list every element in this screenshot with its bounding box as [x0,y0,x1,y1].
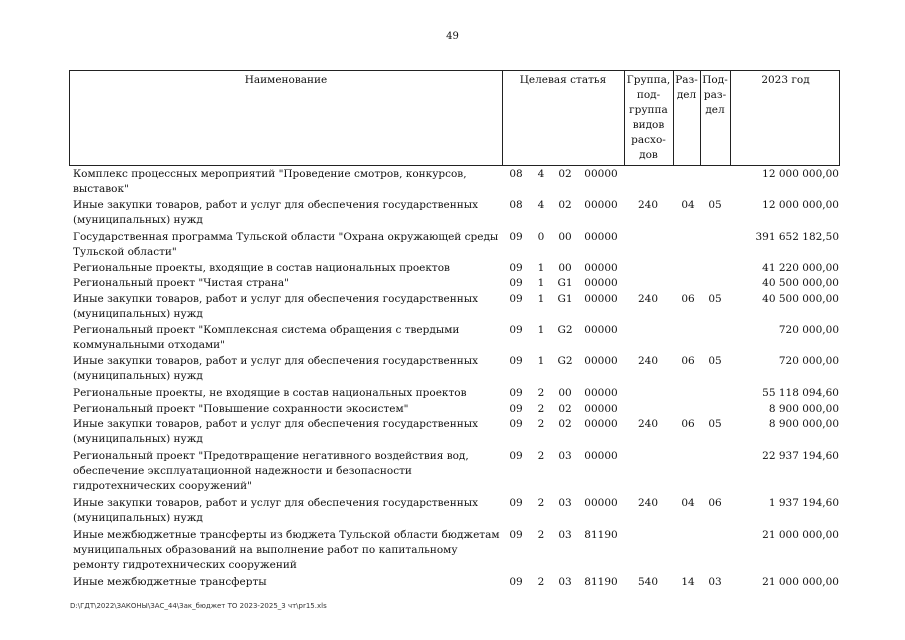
target-direction: 81190 [584,576,618,588]
subsection-code: 05 [708,293,722,305]
header-year: 2023 год [761,74,810,86]
section-code: 14 [681,576,695,588]
target-program: 09 [509,262,523,274]
target-project: 02 [558,418,572,430]
target-program: 09 [509,293,523,305]
header-target: Целевая статья [519,74,607,86]
target-subprogram: 1 [537,277,545,289]
section-code: 06 [681,293,695,305]
target-direction: 00000 [584,324,618,336]
row-name: Государственная программа Тульской области "Охрана окружающей среды Тульской области" [73,231,499,258]
amount-2023: 41 220 000,00 [762,262,839,274]
amount-2023: 391 652 182,50 [755,231,839,243]
amount-2023: 12 000 000,00 [762,199,839,211]
target-subprogram: 1 [537,324,545,336]
expense-group: 240 [637,293,659,305]
target-program: 09 [509,418,523,430]
amount-2023: 8 900 000,00 [768,403,839,415]
row-name: Иные закупки товаров, работ и услуг для обеспечения государственных (муниципальных) нужд [73,497,479,524]
target-direction: 00000 [584,293,618,305]
target-direction: 00000 [584,497,618,509]
target-subprogram: 1 [537,262,545,274]
amount-2023: 55 118 094,60 [762,387,839,399]
target-program: 09 [509,497,523,509]
amount-2023: 21 000 000,00 [762,529,839,541]
section-code: 06 [681,355,695,367]
row-name: Иные закупки товаров, работ и услуг для обеспечения государственных (муниципальных) нужд [73,418,479,445]
row-name: Региональные проекты, не входящие в состав национальных проектов [73,387,467,399]
row-name: Региональные проекты, входящие в состав национальных проектов [73,262,450,274]
amount-2023: 40 500 000,00 [762,277,839,289]
amount-2023: 21 000 000,00 [762,576,839,588]
target-direction: 81190 [584,529,618,541]
target-project: 00 [558,231,572,243]
file-path: D:\ГДТ\2022\ЗАКОНЫ\ЗАС_44\Зак_бюджет ТО 2023-2025_3 чт\pr15.xls [70,602,327,610]
target-subprogram: 1 [537,355,545,367]
target-direction: 00000 [584,199,618,211]
target-direction: 00000 [584,277,618,289]
target-direction: 00000 [584,387,618,399]
row-name: Региональный проект "Повышение сохранности экосистем" [73,403,409,415]
target-project: 03 [558,529,572,541]
row-name: Региональный проект "Чистая страна" [73,277,290,289]
target-program: 09 [509,403,523,415]
target-subprogram: 2 [537,576,545,588]
target-project: 02 [558,403,572,415]
target-subprogram: 4 [537,199,545,211]
target-program: 09 [509,450,523,462]
subsection-code: 05 [708,355,722,367]
target-project: 03 [558,576,572,588]
expense-group: 240 [637,199,659,211]
row-name: Иные закупки товаров, работ и услуг для обеспечения государственных (муниципальных) нужд [73,199,479,226]
target-subprogram: 2 [537,387,545,399]
target-direction: 00000 [584,231,618,243]
target-direction: 00000 [584,262,618,274]
page-number: 49 [446,31,459,42]
subsection-code: 05 [708,418,722,430]
row-name: Иные закупки товаров, работ и услуг для обеспечения государственных (муниципальных) нужд [73,355,479,382]
header-name: Наименование [244,74,328,86]
target-project: 03 [558,497,572,509]
target-project: 03 [558,450,572,462]
target-program: 09 [509,576,523,588]
row-name: Региональный проект "Комплексная система обращения с твердыми коммунальными отходами" [73,324,460,351]
target-project: 00 [558,387,572,399]
target-subprogram: 2 [537,529,545,541]
amount-2023: 12 000 000,00 [762,168,839,180]
target-subprogram: 0 [537,231,545,243]
target-subprogram: 2 [537,403,545,415]
header-subsection: Под- раз- дел [702,74,728,116]
target-project: G1 [557,293,573,305]
table-header [69,70,840,166]
target-direction: 00000 [584,418,618,430]
target-project: G1 [557,277,573,289]
target-subprogram: 2 [537,450,545,462]
subsection-code: 03 [708,576,722,588]
target-direction: 00000 [584,450,618,462]
target-project: 02 [558,199,572,211]
target-subprogram: 2 [537,418,545,430]
amount-2023: 720 000,00 [778,324,839,336]
target-program: 09 [509,387,523,399]
target-program: 09 [509,324,523,336]
header-group: Группа, под- группа видов расхо- дов [626,74,671,161]
target-program: 09 [509,277,523,289]
target-direction: 00000 [584,355,618,367]
target-program: 08 [509,168,523,180]
amount-2023: 8 900 000,00 [768,418,839,430]
expense-group: 240 [637,418,659,430]
expense-group: 540 [637,576,659,588]
expense-group: 240 [637,355,659,367]
target-direction: 00000 [584,168,618,180]
expense-group: 240 [637,497,659,509]
target-program: 08 [509,199,523,211]
target-project: G2 [557,324,573,336]
row-name: Иные межбюджетные трансферты [73,576,267,588]
section-code: 04 [681,497,695,509]
subsection-code: 05 [708,199,722,211]
target-program: 09 [509,355,523,367]
row-name: Комплекс процессных мероприятий "Проведение смотров, конкурсов, выставок" [73,168,467,195]
target-project: G2 [557,355,573,367]
header-section: Раз- дел [675,74,698,101]
target-project: 00 [558,262,572,274]
target-subprogram: 4 [537,168,545,180]
amount-2023: 720 000,00 [778,355,839,367]
row-name: Региональный проект "Предотвращение негативного воздействия вод, обеспечение эксплуатационной надежности и безопасности гидротехнических сооружений" [73,450,469,492]
row-name: Иные межбюджетные трансферты из бюджета Тульской области бюджетам муниципальных образований на выполнение работ по капитальному ремонту гидротехнических сооружений [73,529,500,571]
amount-2023: 22 937 194,60 [762,450,839,462]
target-subprogram: 1 [537,293,545,305]
target-project: 02 [558,168,572,180]
subsection-code: 06 [708,497,722,509]
section-code: 06 [681,418,695,430]
target-direction: 00000 [584,403,618,415]
amount-2023: 40 500 000,00 [762,293,839,305]
target-subprogram: 2 [537,497,545,509]
section-code: 04 [681,199,695,211]
target-program: 09 [509,231,523,243]
row-name: Иные закупки товаров, работ и услуг для обеспечения государственных (муниципальных) нужд [73,293,479,320]
amount-2023: 1 937 194,60 [768,497,839,509]
target-program: 09 [509,529,523,541]
